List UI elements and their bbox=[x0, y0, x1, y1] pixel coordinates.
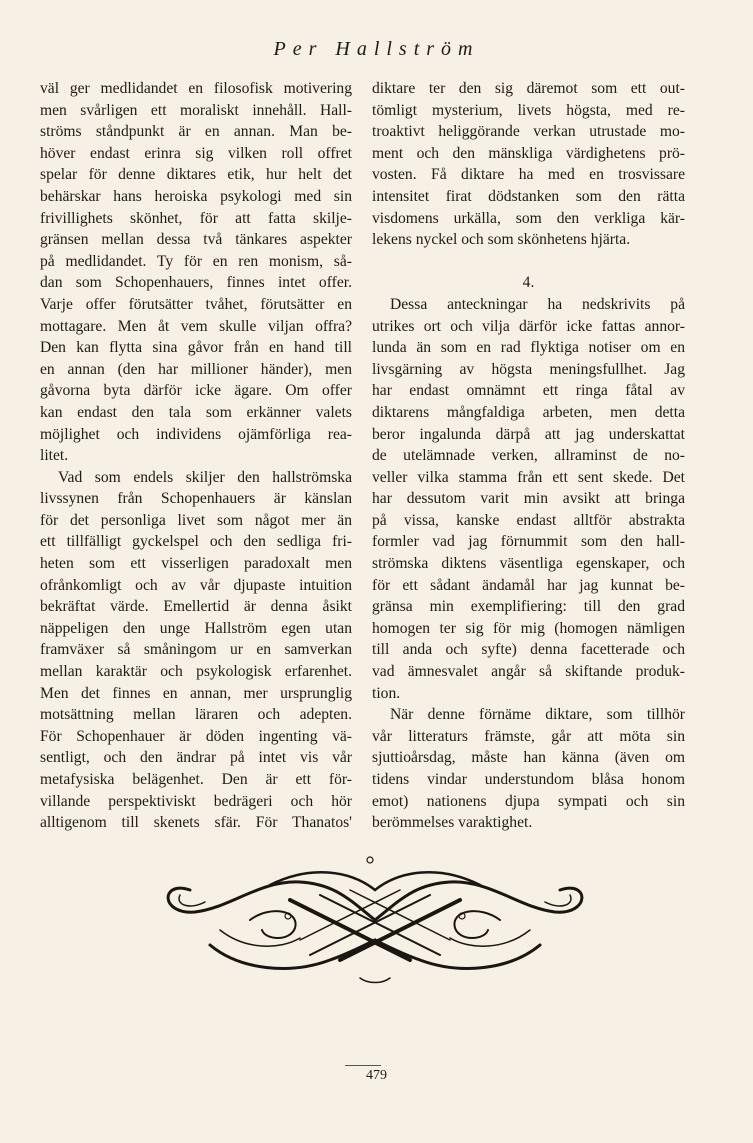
text-line: metafysiska belägenhet. Den är ett för- bbox=[40, 771, 352, 788]
text-line: lunda än som en rad flyktiga notiser om en bbox=[372, 339, 685, 357]
text-line: ett tillfälligt gyckelspel och den sedliga fri- bbox=[40, 533, 352, 551]
text-line: på medlidandet. Ty för en ren monism, så- bbox=[40, 252, 352, 270]
text-line: litet. bbox=[40, 447, 69, 465]
text-line: emot) nationens djupa sympati och sin bbox=[372, 792, 685, 810]
text-line: För Schopenhauer är döden ingenting vä- bbox=[40, 727, 352, 745]
text-line: villande perspektiviskt bedrägeri och hör bbox=[40, 792, 352, 810]
text-line: vår litteraturs främste, går att möta sin bbox=[372, 727, 685, 745]
text-line: dan som Schopenhauers, finnes intet offer. bbox=[40, 274, 352, 292]
text-line: har endast omnämnt ett ringa fåtal av bbox=[372, 382, 685, 400]
text-line: lekens nyckel och som skönhetens hjärta. bbox=[372, 231, 631, 249]
text-line: strömska diktens väsentliga egenskaper, och bbox=[372, 555, 685, 573]
text-line: diktarens mångfaldiga arbeten, men detta bbox=[372, 403, 685, 421]
text-line: på vissa, kanske endast alltför abstrakta bbox=[372, 511, 685, 529]
text-line: väl ger medlidandet en filosofisk motivering bbox=[40, 80, 352, 97]
text-line: Men det finnes en annan, mer ursprunglig bbox=[40, 684, 352, 702]
text-line: När denne förnäme diktare, som tillhör bbox=[390, 706, 685, 724]
text-line: tidens vindar understundom blåsa honom bbox=[372, 771, 685, 788]
text-line: för det personliga livet som något mer än bbox=[40, 511, 352, 529]
text-line: mottagare. Men åt vem skulle viljan offra? bbox=[40, 317, 352, 335]
text-line bbox=[372, 251, 685, 273]
text-line: gränsen mellan dessa två tänkares aspekter bbox=[40, 231, 352, 249]
text-line: formler vad jag förnummit som den hall- bbox=[372, 533, 685, 551]
text-line: utrikes ort och vilja därför icke fattas annor- bbox=[372, 317, 685, 335]
text-line: livssynen från Schopenhauers är känslan bbox=[40, 490, 352, 508]
text-line: ment och den mänskliga värdighetens prö- bbox=[372, 144, 685, 162]
text-line: har dessutom varit min avsikt att bringa bbox=[372, 490, 685, 508]
right-text-column bbox=[372, 78, 685, 834]
text-line: kan endast den tala som erkänner valets bbox=[40, 403, 352, 421]
text-line: behärskar hans heroiska psykologi med sin bbox=[40, 187, 352, 205]
text-line: intensitet firat dödstanken som den rätta bbox=[372, 187, 685, 205]
text-line: vosten. Få diktare ha med en trosvissare bbox=[372, 166, 685, 184]
text-line: diktare ter den sig däremot som ett out- bbox=[372, 80, 685, 97]
text-line: framväxer så småningom ur en samverkan bbox=[40, 641, 352, 659]
text-line: sentligt, och den ändrar på intet vis vår bbox=[40, 749, 352, 767]
text-line: en annan (den har millioner händer), men bbox=[40, 360, 352, 378]
text-line: mellan karaktär och psykologisk erfarenhet. bbox=[40, 663, 352, 681]
text-line: näppeligen den unge Hallström egen utan bbox=[40, 619, 352, 637]
text-line: heten som ett visserligen paradoxalt men bbox=[40, 555, 352, 573]
text-line: sjuttioårsdag, måste han känna (även om bbox=[372, 749, 685, 767]
text-line: beror ingalunda därpå att jag underskattat bbox=[372, 425, 685, 443]
text-line: berömmelses varaktighet. bbox=[372, 814, 533, 832]
text-line: gåvorna byta därför icke ägare. Om offer bbox=[40, 382, 352, 400]
text-line: men svårligen ett moraliskt innehåll. Hall- bbox=[40, 101, 352, 119]
text-line: ströms ståndpunkt är en annan. Man be- bbox=[40, 123, 352, 141]
text-line: homogen ter sig för mig (homogen nämligen bbox=[372, 619, 685, 637]
text-line: höver endast erinra sig vilken roll offret bbox=[40, 144, 352, 162]
text-line: för ett sådant ändamål har jag kunnat be- bbox=[372, 576, 685, 594]
text-line: de utelämnade verken, allraminst de no- bbox=[372, 447, 685, 465]
text-line: gränsa min exemplifiering: till den grad bbox=[372, 598, 685, 616]
section-number: 4. bbox=[522, 274, 535, 292]
text-line: frivillighets skönhet, för att fatta skilje- bbox=[40, 209, 352, 227]
text-line: Vad som endels skiljer den hallströmska bbox=[58, 468, 352, 486]
text-line: möjlighet och individens ojämförliga rea- bbox=[40, 425, 352, 443]
text-line: Den kan flytta sina gåvor från en hand till bbox=[40, 339, 352, 357]
text-line: tion. bbox=[372, 684, 401, 702]
left-text-column bbox=[40, 78, 352, 834]
text-line: troaktivt heliggörande verkan utrustade mo- bbox=[372, 123, 685, 141]
text-line: bekräftat värde. Emellertid är denna åsikt bbox=[40, 598, 352, 616]
text-line: Dessa anteckningar ha nedskrivits på bbox=[390, 295, 685, 313]
text-line: motsättning mellan läraren och adepten. bbox=[40, 706, 352, 724]
text-line: tömligt mysterium, livets högsta, med re- bbox=[372, 101, 685, 119]
text-line: veller vilka stamma från ett sent skede. Det bbox=[372, 468, 685, 486]
footer-rule bbox=[345, 1065, 381, 1066]
page-number: 479 bbox=[366, 1068, 387, 1083]
text-line: vad ämnesvalet angår så skiftande produk- bbox=[372, 663, 685, 681]
text-line: alltigenom till skenets sfär. För Thanatos' bbox=[40, 814, 352, 832]
text-line: till anda och syfte) denna facetterade och bbox=[372, 641, 685, 659]
text-line: ofrånkomligt och av vår djupaste intuition bbox=[40, 576, 352, 594]
text-line: Varje offer förutsätter tvåhet, förutsätter en bbox=[40, 295, 352, 313]
calligraphic-flourish-icon bbox=[150, 850, 600, 990]
text-line: visdomens urkälla, som den verkliga kär- bbox=[372, 209, 685, 227]
running-header: Per Hallström bbox=[273, 38, 480, 60]
text-line: livsgärning av högsta meningsfullhet. Jag bbox=[372, 360, 685, 378]
text-line: spelar för denne diktares etik, hur helt det bbox=[40, 166, 352, 184]
